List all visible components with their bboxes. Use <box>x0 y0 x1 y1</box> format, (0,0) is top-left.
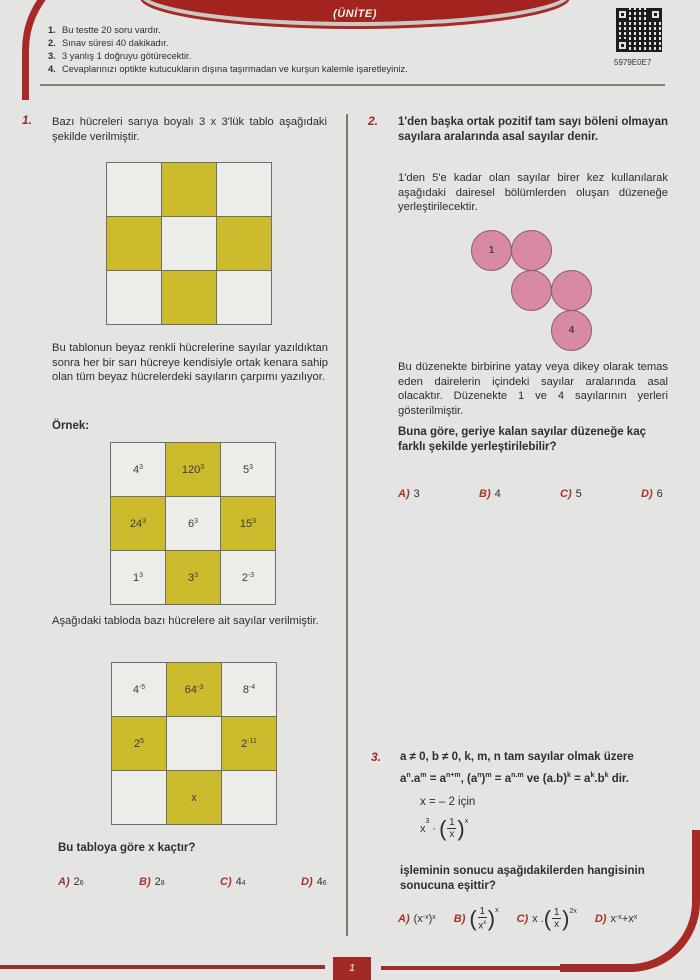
question-3-expression: x 3 · ( $\frac{1}{x}$ ) x <box>420 815 469 841</box>
qr-code-label: 5979E0E7 <box>614 58 652 67</box>
grid-cell-yellow: 15 $^3$ <box>221 497 275 550</box>
circle-slot <box>511 270 552 311</box>
fraction: $\frac{1}{x}$ <box>553 907 560 931</box>
fraction: $\frac{1}{x}$ <box>449 817 455 840</box>
grid-cell-white <box>107 271 161 324</box>
rule-item: 2. Sınav süresi 40 dakikadır. <box>48 38 169 48</box>
pattern-grid <box>106 162 272 325</box>
footer-rule <box>0 965 325 969</box>
grid-cell-yellow <box>107 217 161 270</box>
grid-cell-white <box>217 271 271 324</box>
open-paren: ( <box>439 815 447 841</box>
question-1-prompt: Bu tabloya göre x kaçtır? <box>58 842 196 854</box>
question-2-description: 1'den 5'e kadar olan sayılar birer kez kullanılarak aşağıdaki dairesel bölümlerden oluşan düzeneğe yerleştirilecektir. <box>398 172 668 213</box>
choice-a[interactable]: A) (x -x ) x <box>398 912 436 925</box>
example-label: Örnek: <box>52 420 90 432</box>
grid-cell-yellow: 64 $^{-3}$ <box>167 663 221 716</box>
qr-code-icon[interactable] <box>616 8 662 52</box>
choice-c[interactable]: C) 4 4 <box>220 876 246 888</box>
choice-d[interactable]: D) x -x + x x <box>594 912 638 925</box>
circle-slot: 4 <box>551 310 592 351</box>
question-1-choices <box>58 876 382 888</box>
grid-cell-white <box>112 771 166 824</box>
choice-a[interactable]: A) 3 <box>398 488 420 500</box>
grid-cell-white: 1 $^3$ <box>111 551 165 604</box>
grid-cell-white <box>162 217 216 270</box>
question-2-description-2: Bu düzenekte birbirine yatay veya dikey olarak temas eden dairelerin içindeki sayılar aralarında asal olacaktır. Düzenekte 1 ve 4 sayılarının yerleri gösterilmiştir. <box>398 361 668 417</box>
question-3-exponent-rules: $a^n.a^m = a^{n+m}$, $(a^n)^m = a^{n.m}$ ve $(a.b)^k = a^k.b^k$ dir. <box>400 772 629 785</box>
rule-item: 1. Bu testte 20 soru vardır. <box>48 25 161 35</box>
close-paren: ) <box>457 815 465 841</box>
grid-cell-white: 6 $^3$ <box>166 497 220 550</box>
question-2-number: 2. <box>368 114 379 128</box>
choice-a[interactable]: A) 2 6 <box>58 876 84 888</box>
circle-slot: 1 <box>471 230 512 271</box>
grid-cell-white: 5 $^3$ <box>221 443 275 496</box>
grid-cell-white: 8 $^{-4}$ <box>222 663 276 716</box>
question-3-prompt: işleminin sonucu aşağıdakilerden hangisinin sonucuna eşittir? <box>400 865 645 892</box>
grid-cell-yellow <box>217 217 271 270</box>
qr-finder-icon <box>649 8 662 21</box>
grid-cell-yellow: 24 $^3$ <box>111 497 165 550</box>
question-3-number: 3. <box>371 750 382 764</box>
grid-cell-white <box>222 771 276 824</box>
grid-cell-white <box>167 717 221 770</box>
example-grid <box>110 442 276 605</box>
grid-cell-white: 2 $^{-3}$ <box>221 551 275 604</box>
qr-finder-icon <box>616 8 629 21</box>
grid-cell-white <box>217 163 271 216</box>
question-2-definition: 1'den başka ortak pozitif tam sayı böleni olmayan sayılara aralarında asal sayılar denir. <box>398 116 668 143</box>
choice-b[interactable]: B) 4 <box>479 488 501 500</box>
grid-cell-yellow: 2 $^{-11}$ <box>222 717 276 770</box>
grid-cell-white: 4 $^{-5}$ <box>112 663 166 716</box>
question-3-premise: a ≠ 0, b ≠ 0, k, m, n tam sayılar olmak üzere <box>400 751 634 763</box>
fraction: $\frac{1}{x^x}$ <box>478 906 487 932</box>
question-3-given: x = – 2 için <box>420 796 476 808</box>
grid-cell-yellow <box>162 271 216 324</box>
circle-slot <box>551 270 592 311</box>
exam-rules-list <box>48 24 408 76</box>
given-grid <box>111 662 277 825</box>
circle-slot <box>511 230 552 271</box>
choice-b[interactable]: B) 2 8 <box>139 876 165 888</box>
choice-b[interactable]: B) ( $\frac{1}{x^x}$ ) x <box>453 905 499 932</box>
header-divider <box>40 84 665 86</box>
choice-d[interactable]: D) 4 6 <box>301 876 327 888</box>
grid-cell-white <box>107 163 161 216</box>
choice-c[interactable]: C) x . ( $\frac{1}{x}$ ) 2x <box>516 905 577 931</box>
rule-item: 4. Cevaplarınızı optikte kutucukların dışına taşırmadan ve kurşun kalemle işaretleyiniz. <box>48 64 408 74</box>
grid-cell-yellow: 3 $^3$ <box>166 551 220 604</box>
page-number: 1 <box>333 957 371 980</box>
choice-c[interactable]: C) 5 <box>560 488 582 500</box>
question-2-prompt: Buna göre, geriye kalan sayılar düzeneğe kaç farklı şekilde yerleştirilebilir? <box>398 426 646 453</box>
grid-cell-yellow: 120 $^3$ <box>166 443 220 496</box>
choice-d[interactable]: D) 6 <box>641 488 663 500</box>
question-1-description: Bu tablonun beyaz renkli hücrelerine sayılar yazıldıktan sonra her bir sarı hücreye kendisiyle ortak kenara sahip olan tüm beyaz hücrelerdeki sayıların çarpımı yazılıyor. <box>52 342 328 383</box>
footer-rule <box>381 966 641 970</box>
grid-cell-white: 4 $^3$ <box>111 443 165 496</box>
question-1-number: 1. <box>22 113 33 127</box>
rule-item: 3. 3 yanlış 1 doğruyu götürecektir. <box>48 51 192 61</box>
grid-cell-yellow: x <box>167 771 221 824</box>
qr-finder-icon <box>616 39 629 52</box>
grid-cell-yellow <box>162 163 216 216</box>
question-1-description-2: Aşağıdaki tabloda bazı hücrelere ait sayılar verilmiştir. <box>52 615 319 627</box>
question-2-choices <box>398 488 700 500</box>
grid-cell-yellow: 2 $^5$ <box>112 717 166 770</box>
question-1-intro: Bazı hücreleri sarıya boyalı 3 x 3'lük tablo aşağıdaki şekilde verilmiştir. <box>52 116 327 143</box>
exam-subtitle: (ÜNİTE) <box>333 8 377 20</box>
column-divider <box>346 114 348 936</box>
footer-swoosh-decoration <box>560 830 700 972</box>
